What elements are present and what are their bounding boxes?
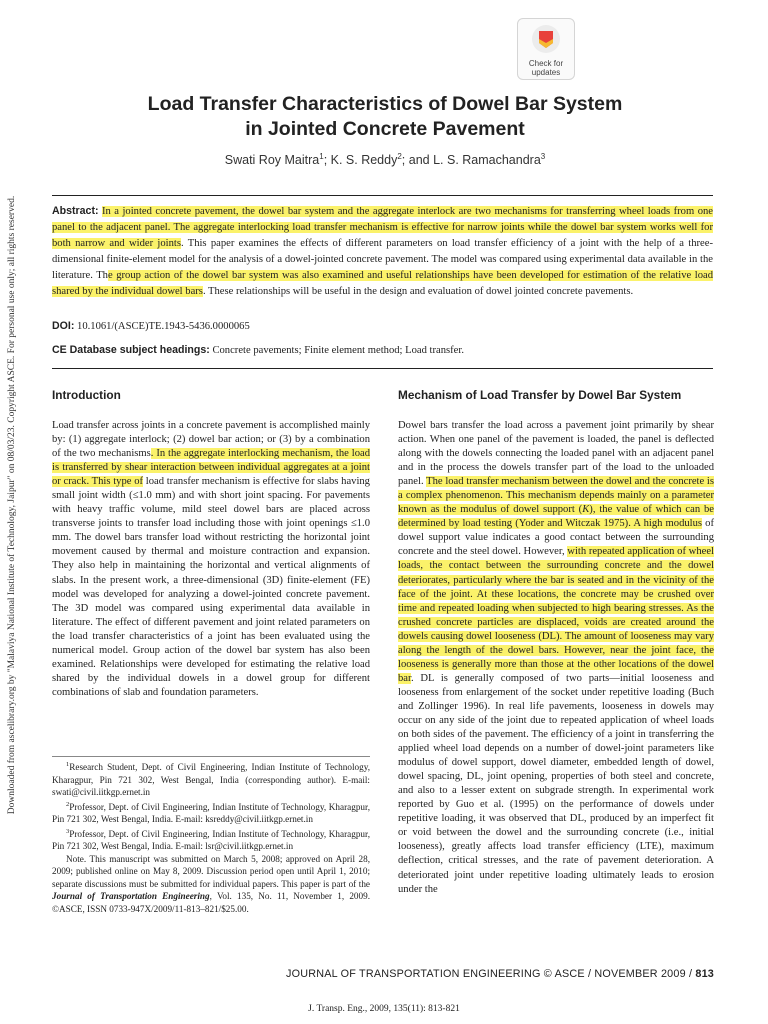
text-run: of dowel support value indicates a good contact between the surrounding concrete and the steel dowel. However, bbox=[398, 518, 714, 558]
text-run: . DL is generally composed of two parts—initial looseness and looseness from enlargement of the socket under repetitive loading (Buch and Zollinger 1996). In real life pavements, looseness in dowels may occur on any side of the joint due to repeated application of wheel loads on both sides of the pavement. The efficiency of a joint in transferring the applied wheel load depends on a number of dowel-joint parameters like modulus of dowel support, dowel diameter, embedded length of dowel, dowel spacing, DL, joint opening, properties of both steel and concrete, and also to a lesser extent on subgrade strength. In experimental work reported by Guo et al. (1995) on the performance of dowels under repetitive loading, it was observed that DL, produced by an imperfect fit or void between the dowel and the surrounding concrete (i.e., initial looseness), greatly affects load transfer efficiency (LTE), maximum deflection, critical stresses, and the rate of pavement deterioration. A deteriorated joint under repetitive loading ultimately leads to erosion under the bbox=[398, 672, 714, 895]
footnote-mark: 1 bbox=[66, 761, 70, 768]
title-line-2: in Jointed Concrete Pavement bbox=[245, 118, 525, 140]
highlighted-text: with repeated application of wheel loads, the contact between the surrounding concrete and the dowel deteriorates, particularly where the bar is seated and in the vicinity of the face of the joint. At these locations, the concrete may be crushed over time and repeated loading when subjected to high bearing stresses. As the crushed concrete particles are displaced, voids are created around the dowels causing dowel looseness (DL). The amount of looseness may vary along the length of the dowel bars. However, near the joint face, the looseness is generally more than those at the other locations of the dowel bar bbox=[398, 546, 714, 684]
highlighted-text: e group action of the dowel bar system was also examined and useful relationships have been developed for estimation of the relative load shared by the individual dowel bars bbox=[52, 269, 713, 297]
subject-headings bbox=[52, 344, 464, 356]
note-text: Note. This manuscript was submitted on March 5, 2008; approved on April 28, 2009; published online on May 8, 2009. Discussion period open until April 1, 2010; separate discussions must be submitted for individual papers. This paper is part of the bbox=[52, 853, 370, 889]
abstract bbox=[52, 204, 713, 299]
doi-value[interactable]: 10.1061/(ASCE)TE.1943-5436.0000065 bbox=[77, 321, 250, 332]
introduction-body bbox=[52, 419, 370, 700]
abstract-text bbox=[52, 206, 713, 297]
journal-footer bbox=[286, 968, 714, 980]
author-list bbox=[40, 152, 730, 167]
badge-label-line1: Check for bbox=[528, 59, 564, 68]
text-run: Dowel bars transfer the load across a pavement joint primarily by shear action. When one panel of the pavement is loaded, the panel is deflected along with the dowels connecting the loaded panel with an adjacent panel and in the process the dowels transfer part of the load to the unloaded panel. bbox=[398, 420, 714, 488]
download-side-note: Downloaded from ascelibrary.org by "Malaviya National Institute of Technology, Jaipur" on 08/03/23. Copyright ASCE. For personal use only; all rights reserved. bbox=[7, 195, 17, 815]
highlighted-text: The load transfer mechanism between the dowel and the concrete is a complex phenomenon. This mechanism depends mainly on a parameter known as the modulus of dowel support ( bbox=[398, 476, 714, 516]
abstract-top-rule bbox=[52, 195, 713, 196]
author-name: K. S. Reddy bbox=[330, 153, 398, 168]
author-name: Swati Roy Maitra bbox=[224, 153, 320, 168]
author-separator: ; bbox=[323, 153, 331, 168]
footnote-text: Research Student, Dept. of Civil Engineering, Indian Institute of Technology, Kharagpur, Pin 721 302, West Bengal, India (corresponding author). E-mail: swati@civil.iitkgp.ernet.in bbox=[52, 762, 370, 798]
check-for-updates-badge[interactable] bbox=[517, 18, 575, 80]
paper-title bbox=[40, 92, 730, 142]
doi-label: DOI: bbox=[52, 320, 75, 332]
highlighted-text: In a jointed concrete pavement, the dowel bar system and the aggregate interlock are two mechanisms for transferring wheel loads from one panel to the adjacent panel. The aggregate interlocking load transfer mechanism is effective for narrow joints while the dowel bar system works well for both narrow and wider joints bbox=[52, 206, 713, 249]
page-number: 813 bbox=[695, 968, 714, 980]
citation-line: J. Transp. Eng., 2009, 135(11): 813-821 bbox=[308, 1004, 460, 1014]
mechanism-heading: Mechanism of Load Transfer by Dowel Bar System bbox=[398, 388, 682, 402]
author-name: L. S. Ramachandra bbox=[433, 153, 541, 168]
author-affiliation-mark: 2 bbox=[397, 152, 402, 161]
text-run: . These relationships will be useful in the design and evaluation of dowel jointed concrete pavements. bbox=[202, 285, 634, 297]
mechanism-body bbox=[398, 419, 714, 897]
manuscript-note bbox=[52, 853, 370, 916]
footnote-text: Professor, Dept. of Civil Engineering, Indian Institute of Technology, Kharagpur, Pin 721 302, West Bengal, India. E-mail: lsr@civil.iitkgp.ernet.in bbox=[52, 828, 370, 852]
note-text-end: , Vol. 135, No. 11, November 1, 2009. ©ASCE, ISSN 0733-947X/2009/11-813–821/$25.00. bbox=[52, 891, 370, 914]
author-separator: ; and bbox=[401, 153, 434, 168]
author-affiliation-mark: 1 bbox=[319, 152, 324, 161]
abstract-bottom-rule bbox=[52, 368, 713, 369]
footnote bbox=[52, 799, 370, 826]
journal-footer-text: JOURNAL OF TRANSPORTATION ENGINEERING © ASCE / NOVEMBER 2009 / bbox=[286, 968, 696, 980]
highlighted-text: K bbox=[582, 504, 590, 516]
title-line-1: Load Transfer Characteristics of Dowel Bar System bbox=[147, 93, 623, 115]
highlighted-text: . In the aggregate interlocking mechanism, the load is transferred by shear interaction between individual aggregates at a joint or crack. This type of bbox=[52, 448, 370, 488]
crossmark-icon bbox=[531, 24, 561, 54]
footnote bbox=[52, 826, 370, 853]
author-affiliation-mark: 3 bbox=[540, 152, 546, 161]
text-run: . This paper examines the effects of different parameters on load transfer efficiency of a joint with the help of a three-dimensional finite-element model for the analysis of a dowel-jointed concrete pavement. The model was compared using experimental data available in the literature. Th bbox=[52, 237, 713, 281]
footnote-text: Professor, Dept. of Civil Engineering, Indian Institute of Technology, Kharagpur, Pin 721 302, West Bengal, India. E-mail: ksreddy@civil.iitkgp.ernet.in bbox=[52, 801, 370, 825]
text-run: Load transfer across joints in a concrete pavement is accomplished mainly by: (1) aggregate interlock; (2) dowel bar action; or (3) by a combination of the two mechanisms bbox=[52, 420, 370, 460]
footnotes bbox=[52, 756, 370, 915]
note-journal-name: Journal of Transportation Engineering bbox=[52, 891, 210, 902]
abstract-label: Abstract: bbox=[52, 205, 99, 217]
text-run: load transfer mechanism is effective for slabs having small joint width (≤1.0 mm) and with short joint spacing. For pavements with heavy traffic volume, mild steel dowel bars are placed across transverse joints to transfer load including those with joint openings ≤1.0 mm. The dowel bars transfer load without restricting the horizontal joint movement caused by thermal and moisture contraction and expansion. They also help in maintaining the horizontal and vertical alignments of slabs. In the present work, a three-dimensional (3D) finite-element (FE) model was developed for analyzing a dowel-jointed concrete pavement. The 3D model was compared using experimental data available in literature. The effect of different pavement and joint related parameters on the load transfer characteristics of a joint has been evaluated using the numerical model. Group action of the dowel bar system has also been examined. Relationships were developed for estimating the relative load shared by the individual dowels in a dowel group for different combinations of slab and foundation parameters. bbox=[52, 476, 370, 698]
introduction-heading: Introduction bbox=[52, 388, 121, 402]
subject-headings-value: Concrete pavements; Finite element method; Load transfer. bbox=[212, 345, 464, 356]
footnote-mark: 2 bbox=[66, 800, 70, 808]
footnote-mark: 3 bbox=[66, 827, 70, 835]
subject-headings-label: CE Database subject headings: bbox=[52, 344, 210, 356]
footnote bbox=[52, 759, 370, 799]
badge-label-line2: updates bbox=[531, 68, 561, 77]
highlighted-text: ), the value of which can be determined by load testing (Yoder and Witczak 1975). A high modulus bbox=[398, 504, 714, 530]
doi-line bbox=[52, 320, 250, 332]
